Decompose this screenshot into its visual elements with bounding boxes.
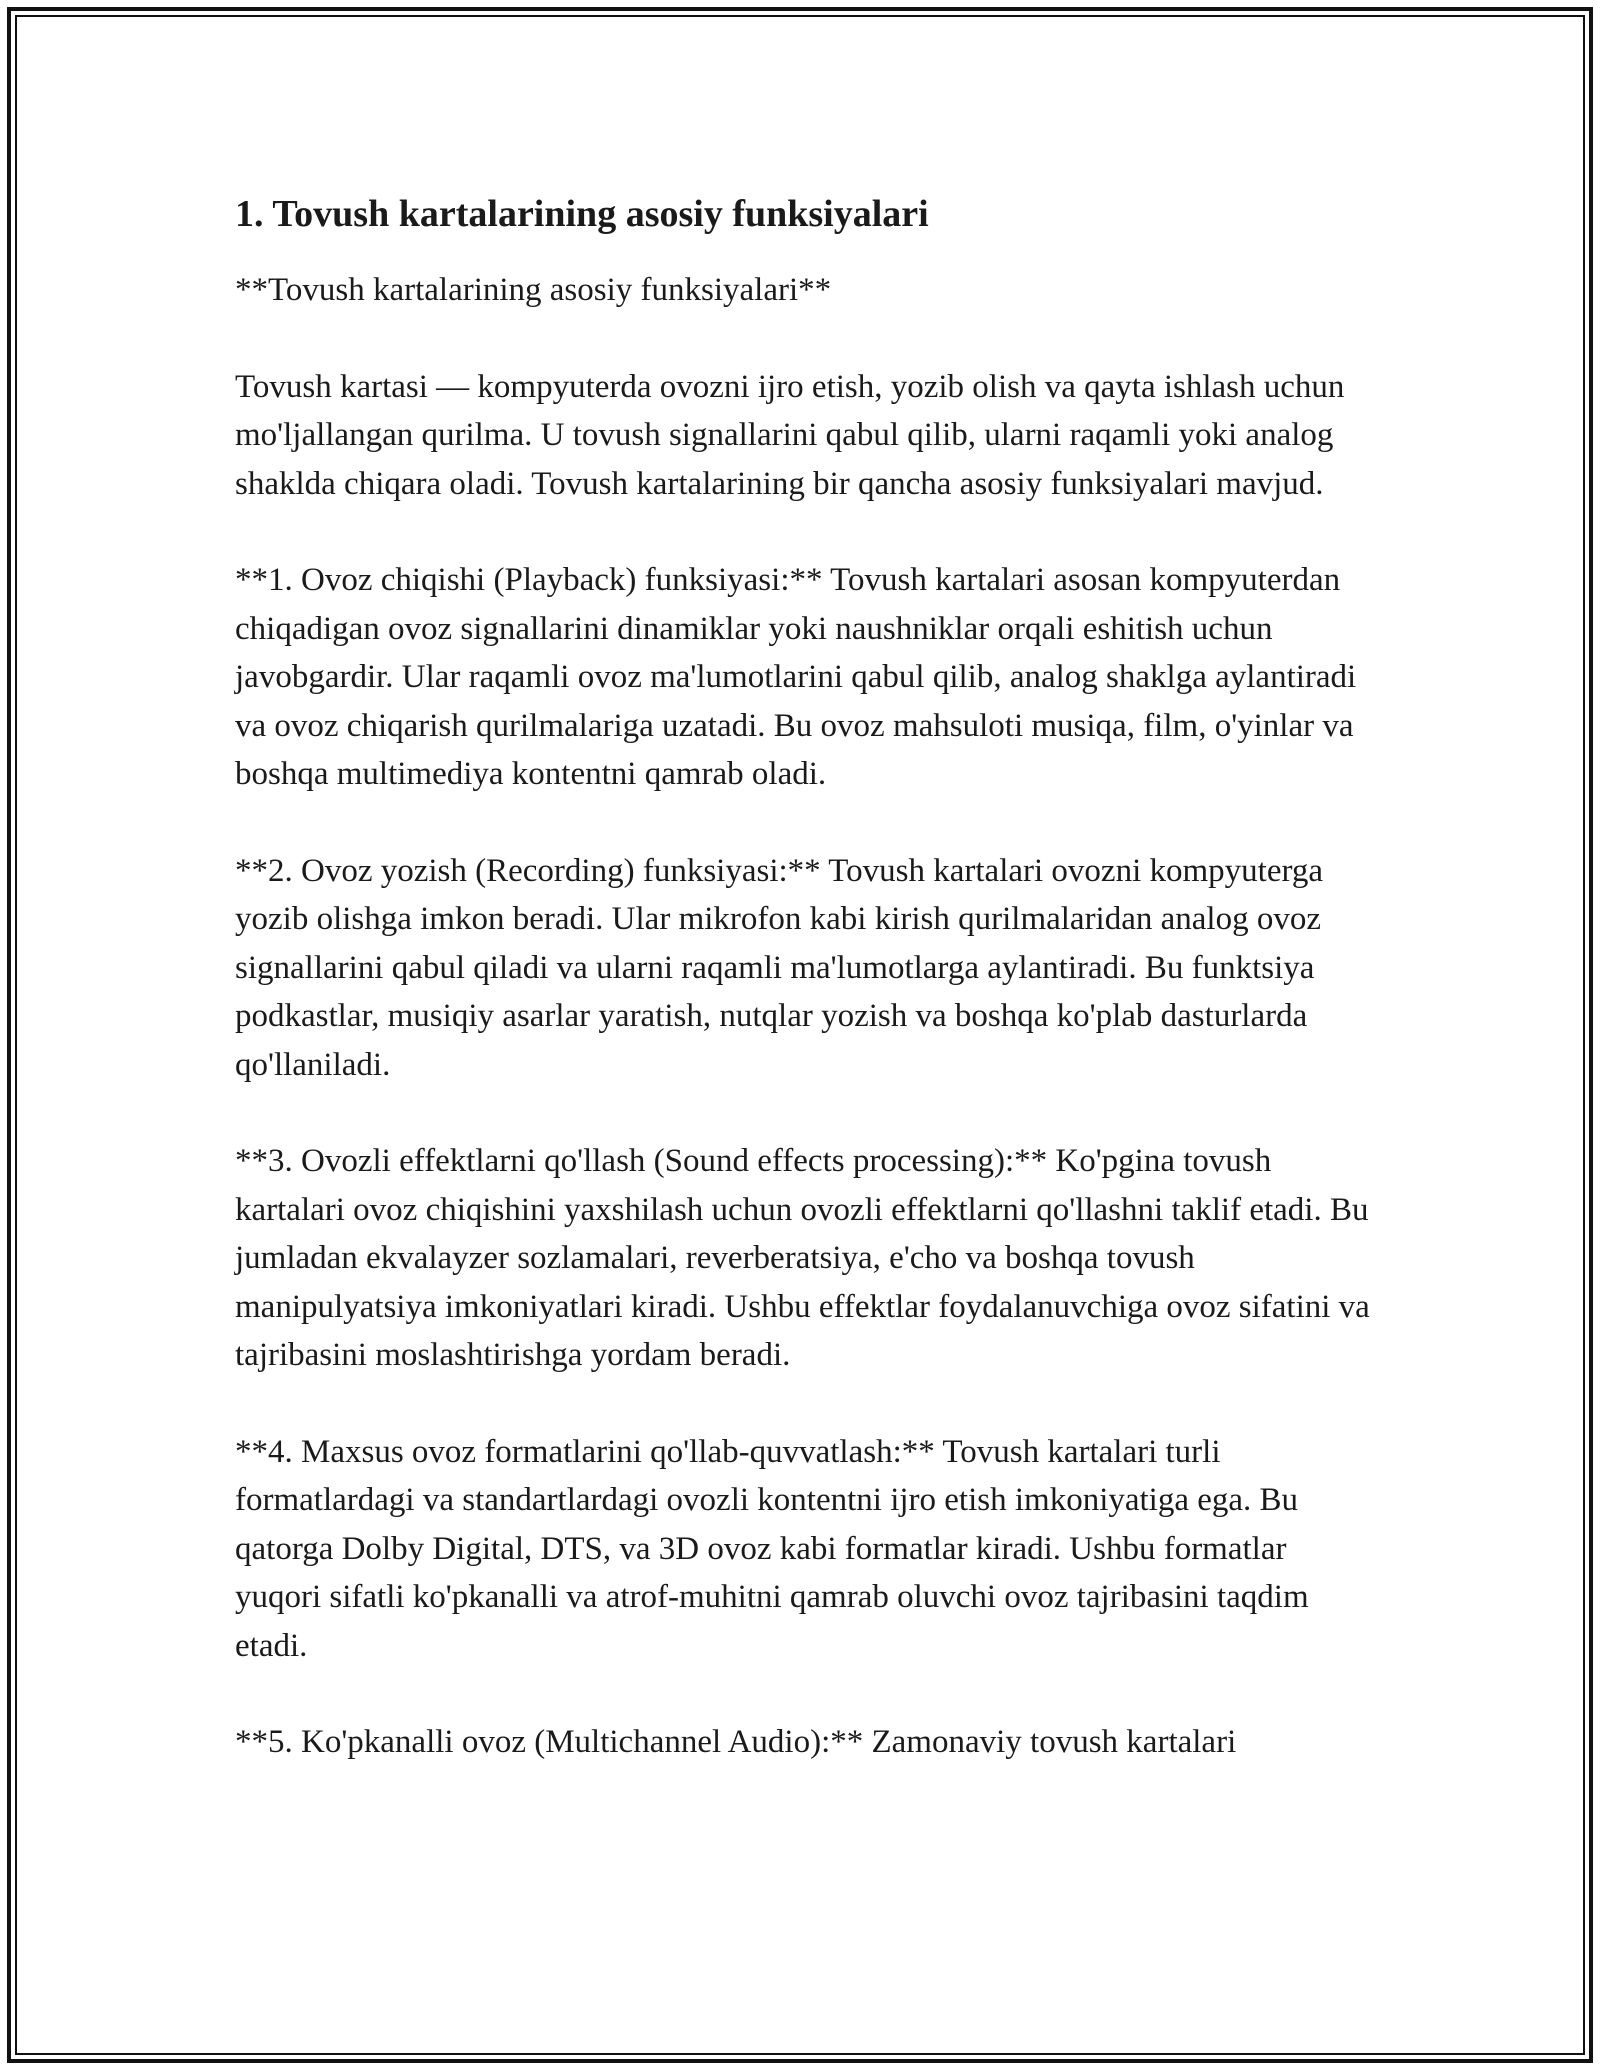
paragraph-playback: **1. Ovoz chiqishi (Playback) funksiyasi:** Tovush kartalari asosan kompyuterdan chiqadigan ovoz signallarini dinamiklar yoki naushniklar orqali eshitish uchun javobgardir. Ular raqamli ovoz ma'lumotlarini qabul qilib, analog shaklga aylantiradi va ovoz chiqarish qurilmalariga uzatadi. Bu ovoz mahsuloti musiqa, film, o'yinlar va boshqa multimediya kontentni qamrab oladi. bbox=[235, 562, 1357, 792]
paragraph-recording: **2. Ovoz yozish (Recording) funksiyasi:** Tovush kartalari ovozni kompyuterga yozib olishga imkon beradi. Ular mikrofon kabi kirish qurilmalaridan analog ovoz signallarini qabul qiladi va ularni raqamli ma'lumotlarga aylantiradi. Bu funktsiya podkastlar, musiqiy asarlar yaratish, nutqlar yozish va boshqa ko'plab dasturlarda qo'llaniladi. bbox=[235, 852, 1324, 1083]
paragraph-intro: Tovush kartasi — kompyuterda ovozni ijro etish, yozib olish va qayta ishlash uchun mo'ljallangan qurilma. U tovush signallarini qabul qilib, ularni raqamli yoki analog shaklda chiqara oladi. Tovush kartalarining bir qancha asosiy funksiyalari mavjud. bbox=[235, 368, 1345, 502]
document-body bbox=[235, 188, 1370, 1815]
paragraph-multichannel: **5. Ko'pkanalli ovoz (Multichannel Audio):** Zamonaviy tovush kartalari bbox=[235, 1724, 1237, 1760]
paragraph-sound-effects: **3. Ovozli effektlarni qo'llash (Sound effects processing):** Ko'pgina tovush kartalari ovoz chiqishini yaxshilash uchun ovozli effektlarni qo'llashni taklif etadi. Bu jumladan ekvalayzer sozlamalari, reverberatsiya, e'cho va boshqa tovush manipulyatsiya imkoniyatlari kiradi. Ushbu effektlar foydalanuvchiga ovoz sifatini va tajribasini moslashtirishga yordam beradi. bbox=[235, 1143, 1370, 1373]
paragraph-bold-subtitle: **Tovush kartalarining asosiy funksiyalari** bbox=[235, 272, 832, 308]
paragraph-formats: **4. Maxsus ovoz formatlarini qo'llab-quvvatlash:** Tovush kartalari turli formatlardagi va standartlardagi ovozli kontentni ijro etish imkoniyatiga ega. Bu qatorga Dolby Digital, DTS, va 3D ovoz kabi formatlar kiradi. Ushbu formatlar yuqori sifatli ko'pkanalli va atrof-muhitni qamrab oluvchi ovoz tajribasini taqdim etadi. bbox=[235, 1433, 1309, 1664]
document-heading: 1. Tovush kartalarining asosiy funksiyalari bbox=[235, 193, 929, 235]
